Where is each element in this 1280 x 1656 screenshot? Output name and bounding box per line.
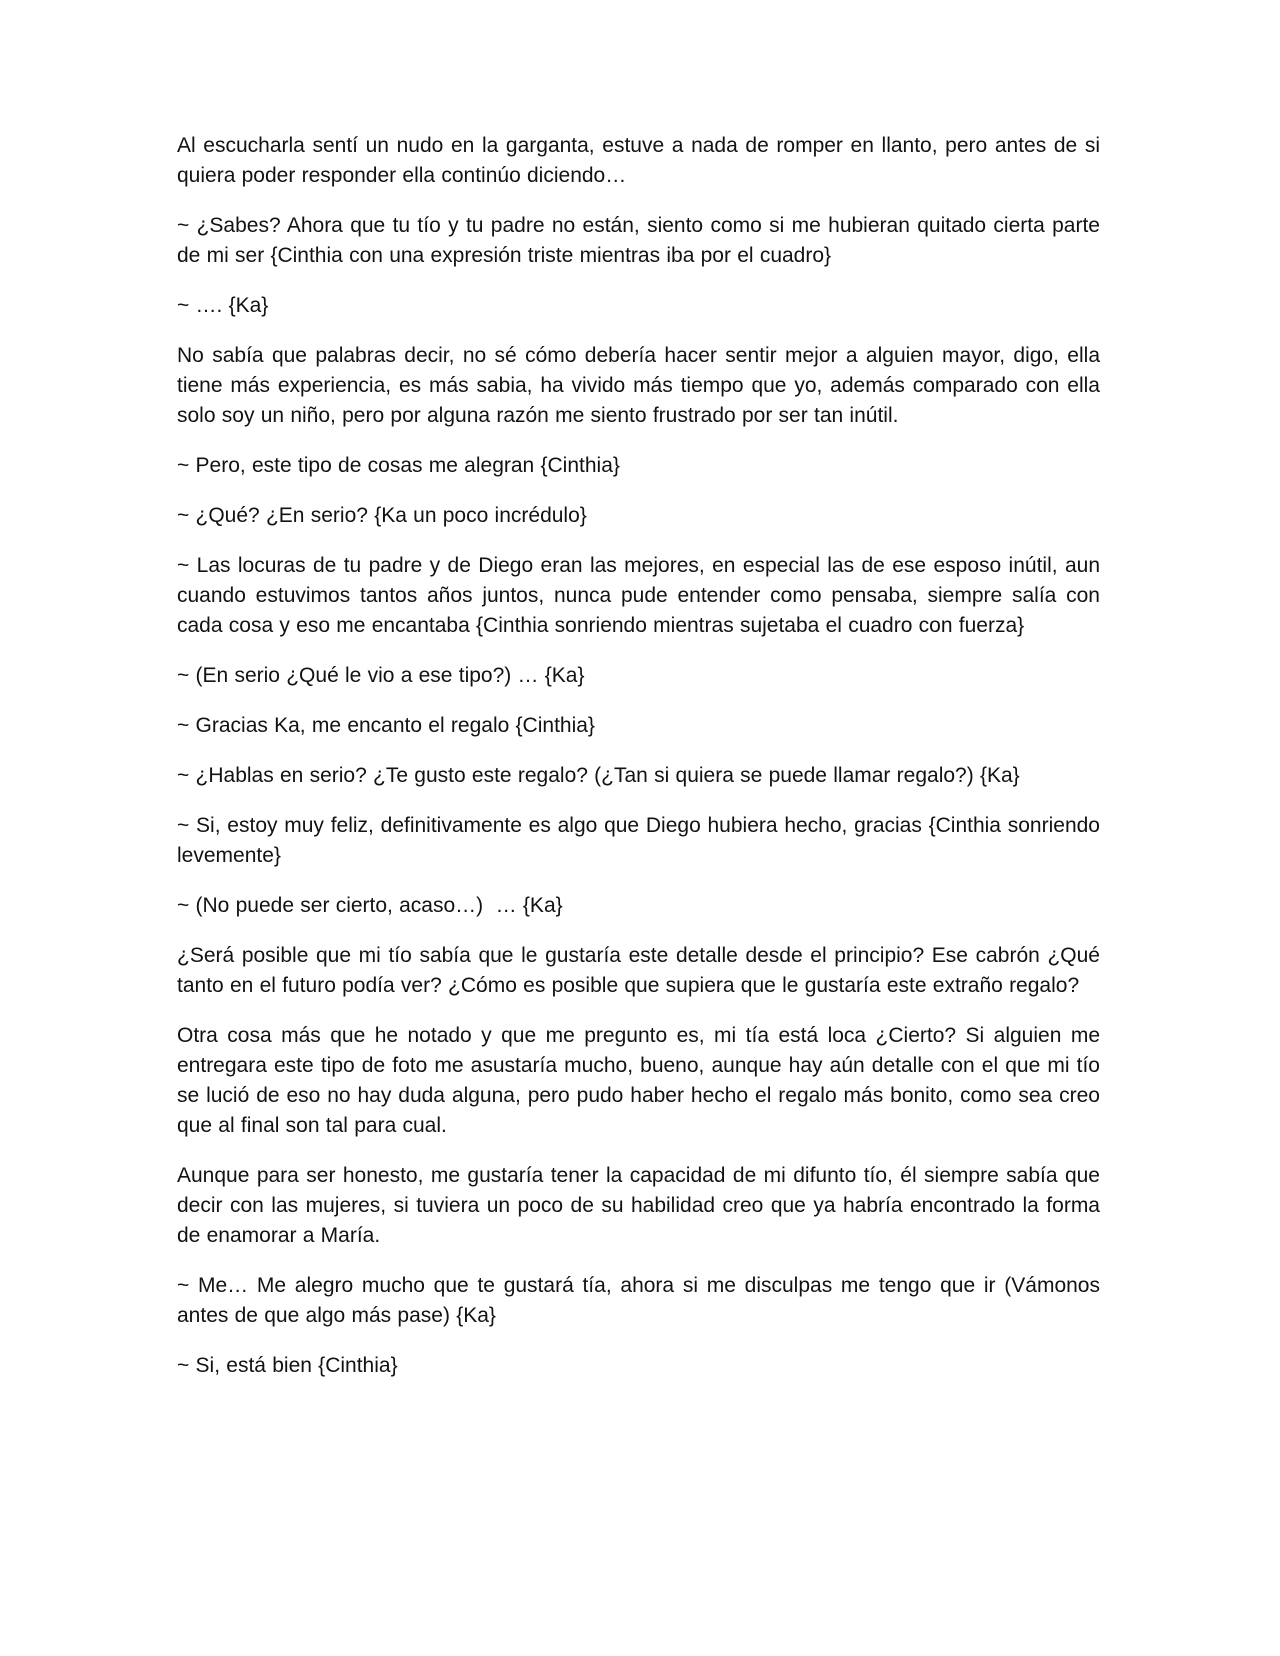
paragraph: Otra cosa más que he notado y que me pregunto es, mi tía está loca ¿Cierto? Si alguien me entregara este tipo de foto me asustaría mucho, bueno, aunque hay aún detalle con el que mi tío se lució de eso no hay duda alguna, pero pudo haber hecho el regalo más bonito, como sea creo que al final son tal para cual.	[177, 1024, 1100, 1137]
paragraph: Aunque para ser honesto, me gustaría tener la capacidad de mi difunto tío, él siempre sabía que decir con las mujeres, si tuviera un poco de su habilidad creo que ya habría encontrado la forma de enamorar a María.	[177, 1164, 1100, 1247]
paragraph: ~ ¿Sabes? Ahora que tu tío y tu padre no están, siento como si me hubieran quitado cierta parte de mi ser {Cinthia con una expresión triste mientras iba por el cuadro}	[177, 214, 1100, 267]
paragraph: ~ ¿Qué? ¿En serio? {Ka un poco incrédulo}	[177, 504, 587, 527]
paragraph: ~ ¿Hablas en serio? ¿Te gusto este regalo? (¿Tan si quiera se puede llamar regalo?) {Ka}	[177, 764, 1020, 787]
paragraph: ~ Si, estoy muy feliz, definitivamente es algo que Diego hubiera hecho, gracias {Cinthia sonriendo levemente}	[177, 814, 1100, 867]
paragraph: ¿Será posible que mi tío sabía que le gustaría este detalle desde el principio? Ese cabrón ¿Qué tanto en el futuro podía ver? ¿Cómo es posible que supiera que le gustaría este extraño regalo?	[177, 944, 1100, 997]
paragraph: ~ (En serio ¿Qué le vio a ese tipo?) … {Ka}	[177, 664, 585, 687]
paragraph: ~ Gracias Ka, me encanto el regalo {Cinthia}	[177, 714, 595, 737]
paragraph: No sabía que palabras decir, no sé cómo debería hacer sentir mejor a alguien mayor, digo, ella tiene más experiencia, es más sabia, ha vivido más tiempo que yo, además comparado con ella solo soy un niño, pero por alguna razón me siento frustrado por ser tan inútil.	[177, 344, 1100, 427]
document-text-block	[177, 131, 1100, 1381]
paragraph: ~ Pero, este tipo de cosas me alegran {Cinthia}	[177, 454, 620, 477]
paragraph: Al escucharla sentí un nudo en la garganta, estuve a nada de romper en llanto, pero antes de si quiera poder responder ella continúo diciendo…	[177, 134, 1100, 187]
paragraph: ~ Las locuras de tu padre y de Diego eran las mejores, en especial las de ese esposo inútil, aun cuando estuvimos tantos años juntos, nunca pude entender como pensaba, siempre salía con cada cosa y eso me encantaba {Cinthia sonriendo mientras sujetaba el cuadro con fuerza}	[177, 554, 1100, 637]
paragraph: ~ Si, está bien {Cinthia}	[177, 1354, 398, 1377]
paragraph: ~ (No puede ser cierto, acaso…) … {Ka}	[177, 894, 563, 917]
paragraph: ~ …. {Ka}	[177, 294, 269, 317]
paragraph: ~ Me… Me alegro mucho que te gustará tía, ahora si me disculpas me tengo que ir (Vámonos antes de que algo más pase) {Ka}	[177, 1274, 1100, 1327]
